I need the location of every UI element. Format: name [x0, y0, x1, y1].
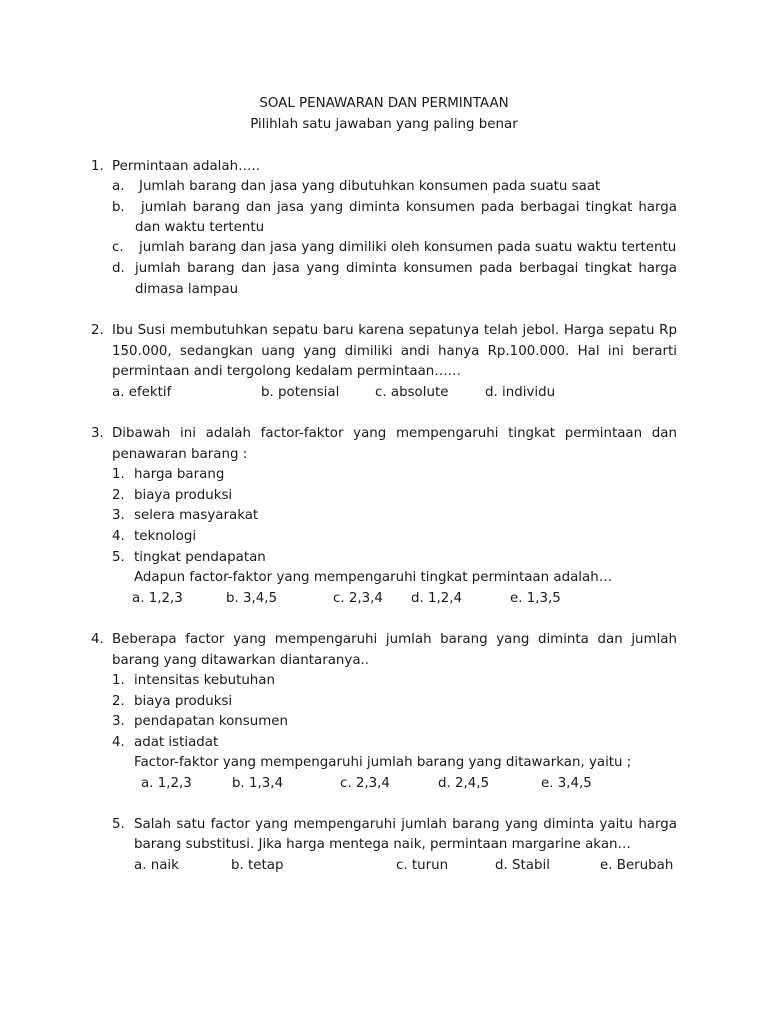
question-text-line: Salah satu factor yang mempengaruhi jumlah barang yang diminta yaitu harga: [134, 817, 677, 832]
question-number: 1.: [91, 159, 104, 174]
list-item-number: 2.: [112, 488, 125, 503]
question-text-line: permintaan andi tergolong kedalam permintaan……: [112, 364, 462, 379]
option-text: jumlah barang dan jasa yang dimiliki oleh konsumen pada suatu waktu tertentu: [139, 240, 677, 255]
option-text-continued: dan waktu tertentu: [135, 220, 265, 235]
list-item-number: 3.: [112, 714, 125, 729]
answer-option: b. 1,3,4: [232, 776, 284, 791]
list-item: teknologi: [134, 529, 197, 544]
page-title: SOAL PENAWARAN DAN PERMINTAAN: [259, 96, 509, 111]
option-label: c.: [112, 240, 124, 255]
question-text-line: Dibawah ini adalah factor-faktor yang mempengaruhi tingkat permintaan dan: [112, 426, 677, 441]
list-item: selera masyarakat: [134, 508, 259, 523]
question-number: 4.: [91, 632, 104, 647]
question-number: 3.: [91, 426, 104, 441]
answer-option: a. 1,2,3: [141, 776, 192, 791]
question-stem: Permintaan adalah…..: [112, 159, 260, 174]
option-text: jumlah barang dan jasa yang diminta konsumen pada berbagai tingkat harga: [141, 200, 677, 215]
list-item: biaya produksi: [134, 694, 233, 709]
answer-option: a. 1,2,3: [132, 591, 183, 606]
answer-option: a. efektif: [112, 385, 172, 400]
question-prompt: Factor-faktor yang mempengaruhi jumlah barang yang ditawarkan, yaitu ;: [134, 755, 632, 770]
question-text-line: 150.000, sedangkan uang yang dimiliki andi hanya Rp.100.000. Hal ini berarti: [112, 344, 677, 359]
answer-option: e. 1,3,5: [510, 591, 561, 606]
list-item: adat istiadat: [134, 735, 219, 750]
question-text-line: penawaran barang :: [112, 447, 248, 462]
option-label: a.: [112, 179, 125, 194]
list-item-number: 5.: [112, 550, 125, 565]
option-label: b.: [112, 200, 125, 215]
answer-option: e. Berubah: [600, 858, 674, 873]
list-item: biaya produksi: [134, 488, 233, 503]
option-text: Jumlah barang dan jasa yang dibutuhkan konsumen pada suatu saat: [139, 179, 601, 194]
option-text-continued: dimasa lampau: [135, 282, 239, 297]
answer-option: c. absolute: [375, 385, 449, 400]
list-item-number: 4.: [112, 735, 125, 750]
question-number: 2.: [91, 323, 104, 338]
answer-option: d. 1,2,4: [411, 591, 463, 606]
list-item: intensitas kebutuhan: [134, 673, 275, 688]
answer-option: c. 2,3,4: [340, 776, 390, 791]
answer-option: b. tetap: [231, 858, 284, 873]
answer-option: b. potensial: [261, 385, 340, 400]
answer-option: d. individu: [485, 385, 556, 400]
answer-option: d. 2,4,5: [438, 776, 490, 791]
list-item-number: 3.: [112, 508, 125, 523]
page-subtitle: Pilihlah satu jawaban yang paling benar: [250, 117, 518, 132]
answer-option: e. 3,4,5: [541, 776, 592, 791]
answer-option: b. 3,4,5: [226, 591, 278, 606]
question-prompt: Adapun factor-faktor yang mempengaruhi tingkat permintaan adalah…: [134, 570, 613, 585]
list-item-number: 1.: [112, 467, 125, 482]
list-item-number: 2.: [112, 694, 125, 709]
option-label: d.: [112, 261, 125, 276]
question-text-line: barang substitusi. Jika harga mentega naik, permintaan margarine akan…: [134, 837, 631, 852]
answer-option: d. Stabil: [495, 858, 550, 873]
list-item: tingkat pendapatan: [134, 550, 266, 565]
list-item-number: 4.: [112, 529, 125, 544]
question-text-line: barang yang ditawarkan diantaranya..: [112, 653, 370, 668]
question-number: 5.: [112, 817, 125, 832]
answer-option: a. naik: [134, 858, 179, 873]
question-text-line: Beberapa factor yang mempengaruhi jumlah barang yang diminta dan jumlah: [112, 632, 677, 647]
answer-option: c. 2,3,4: [333, 591, 383, 606]
list-item-number: 1.: [112, 673, 125, 688]
list-item: pendapatan konsumen: [134, 714, 289, 729]
list-item: harga barang: [134, 467, 225, 482]
question-text-line: Ibu Susi membutuhkan sepatu baru karena sepatunya telah jebol. Harga sepatu Rp: [112, 323, 677, 338]
option-text: jumlah barang dan jasa yang diminta konsumen pada berbagai tingkat harga: [135, 261, 677, 276]
answer-option: c. turun: [396, 858, 449, 873]
